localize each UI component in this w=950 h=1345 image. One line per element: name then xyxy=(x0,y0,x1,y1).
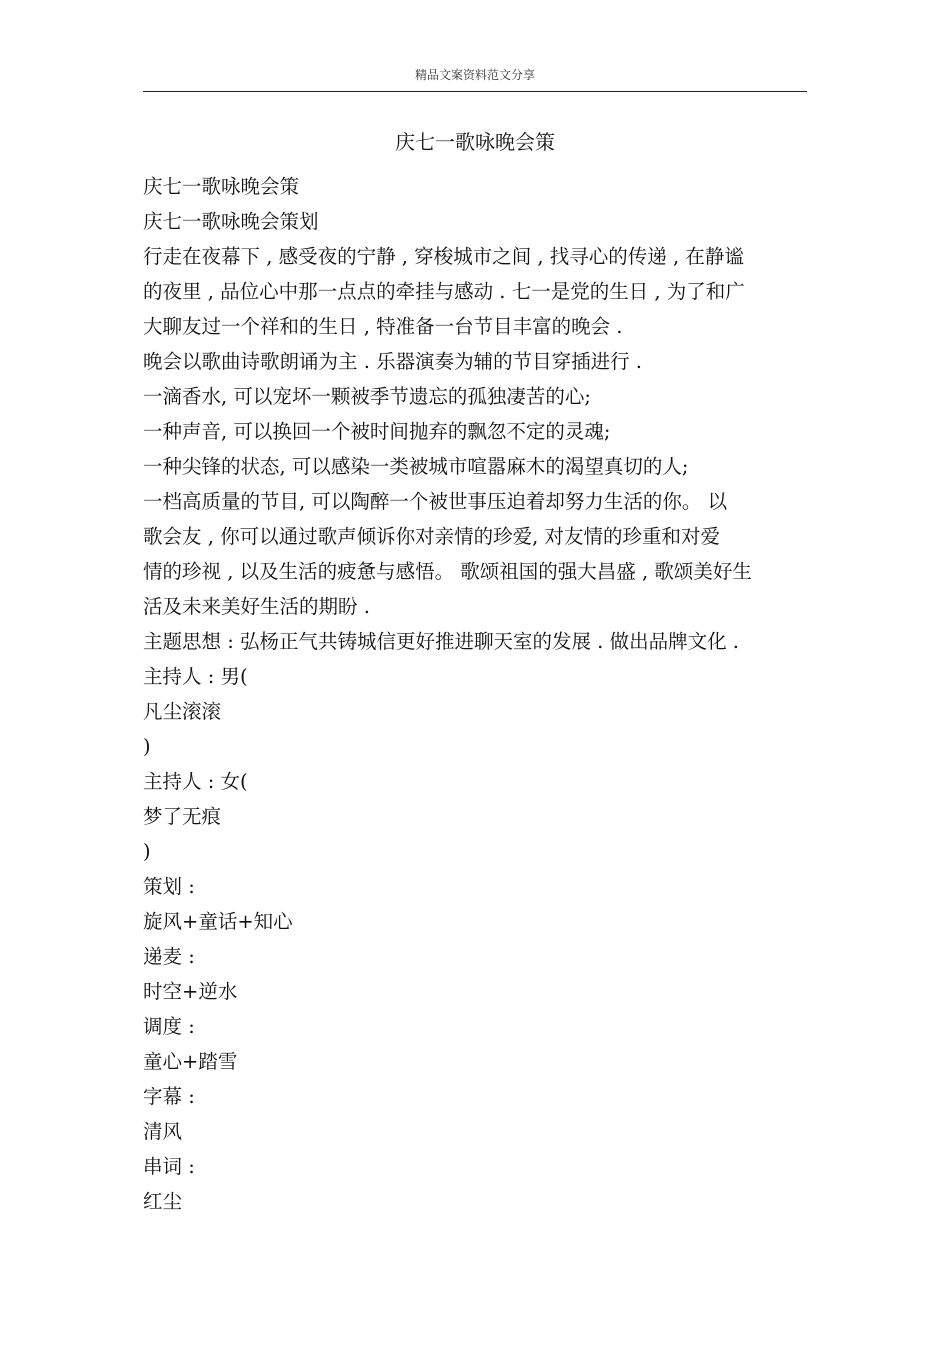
body-line: 调度 : xyxy=(143,1015,195,1038)
body-line: ) xyxy=(143,840,151,863)
page-header: 精品文案资料范文分享 xyxy=(414,68,535,82)
body-line: 一种尖锋的状态, 可以感染一类被城市喧嚣麻木的渴望真切的人; xyxy=(143,455,689,478)
body-line: 庆七一歌咏晚会策划 xyxy=(143,210,319,233)
body-line: 活及未来美好生活的期盼 . xyxy=(143,595,370,618)
body-line: 清风 xyxy=(143,1120,183,1143)
header-divider xyxy=(143,91,807,92)
body-line: 的夜里 , 品位心中那一点点的牵挂与感动 . 七一是党的生日 , 为了和广 xyxy=(143,280,745,303)
body-line: 凡尘滚滚 xyxy=(143,700,222,723)
body-line: 一种声音, 可以换回一个被时间抛弃的飘忽不定的灵魂; xyxy=(143,420,611,443)
body-line: 策划 : xyxy=(143,875,195,898)
body-line: 歌会友 , 你可以通过歌声倾诉你对亲情的珍爱, 对友情的珍重和对爱 xyxy=(143,525,720,548)
body-line: 大聊友过一个祥和的生日 , 特准备一台节目丰富的晚会 . xyxy=(143,315,623,338)
body-line: 晚会以歌曲诗歌朗诵为主 . 乐器演奏为辅的节目穿插进行 . xyxy=(143,350,642,373)
body-line: 串词 : xyxy=(143,1155,195,1178)
body-line: 主持人 : 女( xyxy=(143,770,248,793)
body-line: 庆七一歌咏晚会策 xyxy=(143,175,300,198)
body-line: 主持人 : 男( xyxy=(143,665,248,688)
body-line: 一滴香水, 可以宠坏一颗被季节遗忘的孤独凄苦的心; xyxy=(143,385,591,408)
body-line: 旋风+童话+知心 xyxy=(143,910,293,933)
body-line: 情的珍视 , 以及生活的疲惫与感悟。 歌颂祖国的强大昌盛 , 歌颂美好生 xyxy=(143,560,752,583)
body-line: 一档高质量的节目, 可以陶醉一个被世事压迫着却努力生活的你。 以 xyxy=(143,490,728,513)
body-line: 行走在夜幕下 , 感受夜的宁静 , 穿梭城市之间 , 找寻心的传递 , 在静谧 xyxy=(143,245,744,268)
body-line: 红尘 xyxy=(143,1190,183,1213)
body-line: 时空+逆水 xyxy=(143,980,238,1003)
document-body xyxy=(143,169,813,1219)
body-line: ) xyxy=(143,735,151,758)
body-line: 童心+踏雪 xyxy=(143,1050,238,1073)
body-line: 主题思想 : 弘杨正气共铸城信更好推进聊天室的发展 . 做出品牌文化 . xyxy=(143,630,739,653)
body-line: 递麦 : xyxy=(143,945,195,968)
body-line: 梦了无痕 xyxy=(143,805,222,828)
document-title: 庆七一歌咏晚会策 xyxy=(395,130,555,154)
body-line: 字幕 : xyxy=(143,1085,195,1108)
